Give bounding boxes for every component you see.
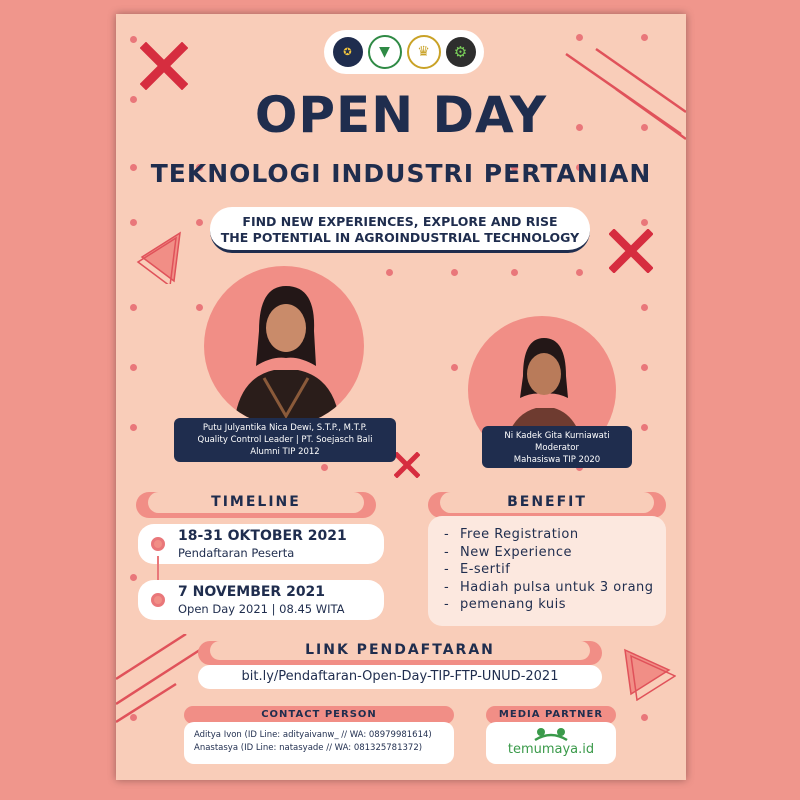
moderator-namebox [482, 426, 632, 468]
faculty-emblem-icon: ▼ [368, 35, 402, 69]
speaker-namebox [174, 418, 396, 462]
timeline-card [132, 520, 382, 632]
registration-link[interactable]: bit.ly/Pendaftaran-Open-Day-TIP-FTP-UNUD-2021 [198, 665, 602, 689]
decor-dot [451, 364, 458, 371]
benefit-card [428, 516, 666, 626]
decor-dot [641, 364, 648, 371]
decor-dot [130, 364, 137, 371]
tagline [210, 207, 590, 253]
decor-dot [641, 424, 648, 431]
partner-box [486, 722, 616, 764]
timeline-dot-icon [151, 537, 165, 551]
speaker-name: Putu Julyantika Nica Dewi, S.T.P., M.T.P. [202, 423, 368, 433]
contact-line: Anastasya (ID Line: natasyade // WA: 081325781372) [194, 743, 423, 753]
benefit-heading-label: BENEFIT [440, 492, 654, 513]
decor-dot [576, 269, 583, 276]
decor-dot [130, 36, 137, 43]
decor-dot [196, 219, 203, 226]
benefit-item: - New Experience [444, 544, 654, 562]
temumaya-logo-icon [531, 726, 571, 742]
timeline-date: 18-31 OKTOBER 2021 [178, 528, 347, 544]
triangle-icon [621, 646, 676, 701]
contact-box [184, 722, 454, 764]
benefit-item: - Hadiah pulsa untuk 3 orang [444, 579, 654, 597]
decor-dot [641, 714, 648, 721]
gear-robot-icon: ⚙ [446, 37, 476, 67]
timeline-item [138, 580, 384, 620]
speaker-note: Alumni TIP 2012 [250, 447, 320, 457]
timeline-heading-label: TIMELINE [148, 492, 364, 513]
benefit-item: - Free Registration [444, 526, 654, 544]
benefit-item: - E-sertif [444, 561, 654, 579]
partner-heading: MEDIA PARTNER [486, 706, 616, 724]
university-seal-icon: ✪ [333, 37, 363, 67]
speaker-photo [204, 266, 364, 426]
timeline-item [138, 524, 384, 564]
decor-dot [321, 464, 328, 471]
decor-dot [130, 424, 137, 431]
decor-dot [196, 304, 203, 311]
benefit-list [444, 526, 654, 614]
decor-dot [576, 34, 583, 41]
benefit-heading [428, 492, 666, 518]
page-subtitle: TEKNOLOGI INDUSTRI PERTANIAN [150, 159, 652, 188]
decor-dot [130, 219, 137, 226]
cross-icon [609, 229, 653, 273]
contact-heading: CONTACT PERSON [184, 706, 454, 724]
gold-emblem-icon: ♛ [407, 35, 441, 69]
link-heading [198, 641, 602, 665]
tagline-line-1: FIND NEW EXPERIENCES, EXPLORE AND RISE [242, 214, 558, 229]
event-poster [116, 14, 686, 780]
moderator-name: Ni Kadek Gita Kurniawati [504, 431, 610, 441]
decor-dot [641, 304, 648, 311]
page-title: OPEN DAY [254, 86, 548, 144]
benefit-item: - pemenang kuis [444, 596, 654, 614]
decor-dot [641, 34, 648, 41]
timeline-heading [136, 492, 376, 518]
decor-dot [641, 219, 648, 226]
contact-line: Aditya Ivon (ID Line: adityaivanw_ // WA: 08979981614) [194, 730, 432, 740]
moderator-role: Moderator [535, 443, 579, 453]
speaker-role: Quality Control Leader | PT. Soejasch Bali [197, 435, 373, 445]
partner-name: temumaya.id [507, 742, 595, 757]
decor-dot [130, 304, 137, 311]
link-heading-label: LINK PENDAFTARAN [210, 641, 590, 660]
timeline-dot-icon [151, 593, 165, 607]
decor-dot [386, 269, 393, 276]
triangle-icon [136, 229, 186, 284]
speaker-silhouette-icon [204, 266, 364, 426]
cross-icon [140, 42, 188, 90]
timeline-desc: Pendaftaran Peserta [178, 546, 295, 560]
cross-icon [394, 452, 420, 478]
moderator-note: Mahasiswa TIP 2020 [513, 455, 601, 465]
timeline-date: 7 NOVEMBER 2021 [178, 584, 326, 600]
decor-dot [451, 269, 458, 276]
timeline-desc: Open Day 2021 | 08.45 WITA [178, 602, 345, 616]
tagline-line-2: THE POTENTIAL IN AGROINDUSTRIAL TECHNOLOGY [220, 230, 580, 245]
decor-dot [511, 269, 518, 276]
logo-bar [324, 30, 484, 74]
